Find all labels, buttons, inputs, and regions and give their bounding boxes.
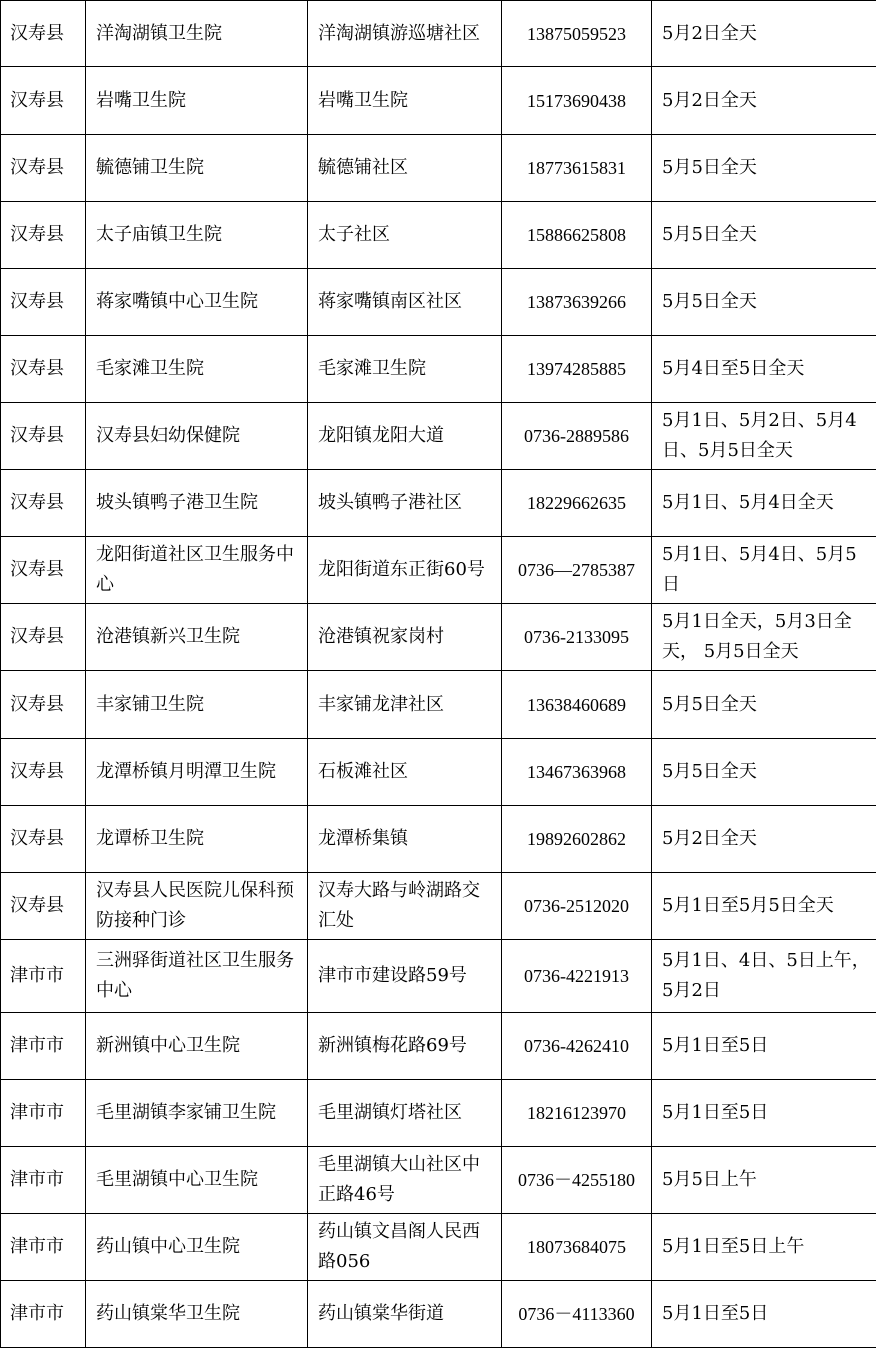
phone-cell: 0736-4221913 [502,940,652,1013]
county-cell: 汉寿县 [1,336,86,403]
institution-cell: 太子庙镇卫生院 [86,202,308,269]
county-cell: 汉寿县 [1,739,86,806]
table-row [1,67,876,135]
time-cell: 5月2日全天 [652,67,876,135]
county-cell: 汉寿县 [1,403,86,470]
location-cell: 毛里湖镇灯塔社区 [308,1080,502,1147]
phone-cell: 18773615831 [502,135,652,202]
location-cell: 毓德铺社区 [308,135,502,202]
phone-cell: 0736－4113360 [502,1281,652,1348]
table-row [1,940,876,1013]
institution-cell: 毓德铺卫生院 [86,135,308,202]
institution-cell: 龙谭桥卫生院 [86,806,308,873]
time-cell: 5月1日至5日上午 [652,1214,876,1281]
table-row [1,1147,876,1214]
table-row [1,739,876,806]
table-row [1,604,876,671]
time-cell: 5月1日至5日 [652,1013,876,1080]
time-cell: 5月1日、5月4日全天 [652,470,876,537]
institution-cell: 坡头镇鸭子港卫生院 [86,470,308,537]
county-cell: 汉寿县 [1,537,86,604]
county-cell: 汉寿县 [1,671,86,739]
phone-cell: 0736—2785387 [502,537,652,604]
time-cell: 5月1日、4日、5日上午，5月2日 [652,940,876,1013]
county-cell: 津市市 [1,1147,86,1214]
county-cell: 津市市 [1,1214,86,1281]
location-cell: 龙阳街道东正街60号 [308,537,502,604]
institution-cell: 蒋家嘴镇中心卫生院 [86,269,308,336]
county-cell: 汉寿县 [1,873,86,940]
time-cell: 5月5日全天 [652,202,876,269]
location-cell: 龙阳镇龙阳大道 [308,403,502,470]
county-cell: 津市市 [1,1013,86,1080]
phone-cell: 18073684075 [502,1214,652,1281]
location-cell: 太子社区 [308,202,502,269]
county-cell: 汉寿县 [1,470,86,537]
table-row [1,269,876,336]
county-cell: 汉寿县 [1,1,86,67]
phone-cell: 13974285885 [502,336,652,403]
phone-cell: 18216123970 [502,1080,652,1147]
time-cell: 5月5日全天 [652,269,876,336]
time-cell: 5月1日全天，5月3日全天， 5月5日全天 [652,604,876,671]
time-cell: 5月5日全天 [652,671,876,739]
phone-cell: 0736－4255180 [502,1147,652,1214]
time-cell: 5月2日全天 [652,1,876,67]
phone-cell: 13875059523 [502,1,652,67]
institution-cell: 岩嘴卫生院 [86,67,308,135]
time-cell: 5月5日全天 [652,739,876,806]
location-cell: 毛家滩卫生院 [308,336,502,403]
institution-cell: 药山镇棠华卫生院 [86,1281,308,1348]
institution-cell: 毛里湖镇李家铺卫生院 [86,1080,308,1147]
table-row [1,1281,876,1348]
phone-cell: 13467363968 [502,739,652,806]
time-cell: 5月5日上午 [652,1147,876,1214]
location-cell: 石板滩社区 [308,739,502,806]
county-cell: 汉寿县 [1,269,86,336]
institution-cell: 丰家铺卫生院 [86,671,308,739]
institution-cell: 汉寿县妇幼保健院 [86,403,308,470]
table-row [1,1013,876,1080]
table-row [1,403,876,470]
county-cell: 汉寿县 [1,202,86,269]
phone-cell: 15173690438 [502,67,652,135]
institution-cell: 洋淘湖镇卫生院 [86,1,308,67]
table-row [1,671,876,739]
county-cell: 津市市 [1,1080,86,1147]
table-row [1,202,876,269]
institution-cell: 沧港镇新兴卫生院 [86,604,308,671]
location-cell: 汉寿大路与岭湖路交汇处 [308,873,502,940]
institution-cell: 药山镇中心卫生院 [86,1214,308,1281]
institution-cell: 龙阳街道社区卫生服务中心 [86,537,308,604]
table-body [1,1,876,1348]
table-row [1,1214,876,1281]
phone-cell: 19892602862 [502,806,652,873]
location-cell: 丰家铺龙津社区 [308,671,502,739]
location-cell: 沧港镇祝家岗村 [308,604,502,671]
institution-cell: 毛里湖镇中心卫生院 [86,1147,308,1214]
phone-cell: 0736-2512020 [502,873,652,940]
phone-cell: 0736-4262410 [502,1013,652,1080]
location-cell: 津市市建设路59号 [308,940,502,1013]
table-row [1,135,876,202]
phone-cell: 0736-2133095 [502,604,652,671]
county-cell: 津市市 [1,1281,86,1348]
time-cell: 5月1日至5月5日全天 [652,873,876,940]
location-cell: 药山镇棠华街道 [308,1281,502,1348]
location-cell: 毛里湖镇大山社区中正路46号 [308,1147,502,1214]
institution-cell: 龙潭桥镇月明潭卫生院 [86,739,308,806]
location-cell: 蒋家嘴镇南区社区 [308,269,502,336]
time-cell: 5月5日全天 [652,135,876,202]
table-row [1,1080,876,1147]
county-cell: 汉寿县 [1,67,86,135]
location-cell: 洋淘湖镇游巡塘社区 [308,1,502,67]
location-cell: 岩嘴卫生院 [308,67,502,135]
time-cell: 5月1日、5月4日、5月5日 [652,537,876,604]
county-cell: 汉寿县 [1,806,86,873]
phone-cell: 13638460689 [502,671,652,739]
table-row [1,873,876,940]
county-cell: 汉寿县 [1,604,86,671]
phone-cell: 13873639266 [502,269,652,336]
location-cell: 新洲镇梅花路69号 [308,1013,502,1080]
institution-cell: 汉寿县人民医院儿保科预防接种门诊 [86,873,308,940]
location-cell: 龙潭桥集镇 [308,806,502,873]
table-row [1,470,876,537]
time-cell: 5月1日至5日 [652,1080,876,1147]
location-cell: 坡头镇鸭子港社区 [308,470,502,537]
location-cell: 药山镇文昌阁人民西路056 [308,1214,502,1281]
phone-cell: 0736-2889586 [502,403,652,470]
time-cell: 5月2日全天 [652,806,876,873]
table-row [1,1,876,67]
phone-cell: 15886625808 [502,202,652,269]
institution-cell: 毛家滩卫生院 [86,336,308,403]
table-row [1,336,876,403]
time-cell: 5月4日至5日全天 [652,336,876,403]
county-cell: 汉寿县 [1,135,86,202]
table-row [1,537,876,604]
phone-cell: 18229662635 [502,470,652,537]
institution-cell: 新洲镇中心卫生院 [86,1013,308,1080]
county-cell: 津市市 [1,940,86,1013]
time-cell: 5月1日至5日 [652,1281,876,1348]
table-row [1,806,876,873]
institution-cell: 三洲驿街道社区卫生服务中心 [86,940,308,1013]
time-cell: 5月1日、5月2日、5月4日、5月5日全天 [652,403,876,470]
